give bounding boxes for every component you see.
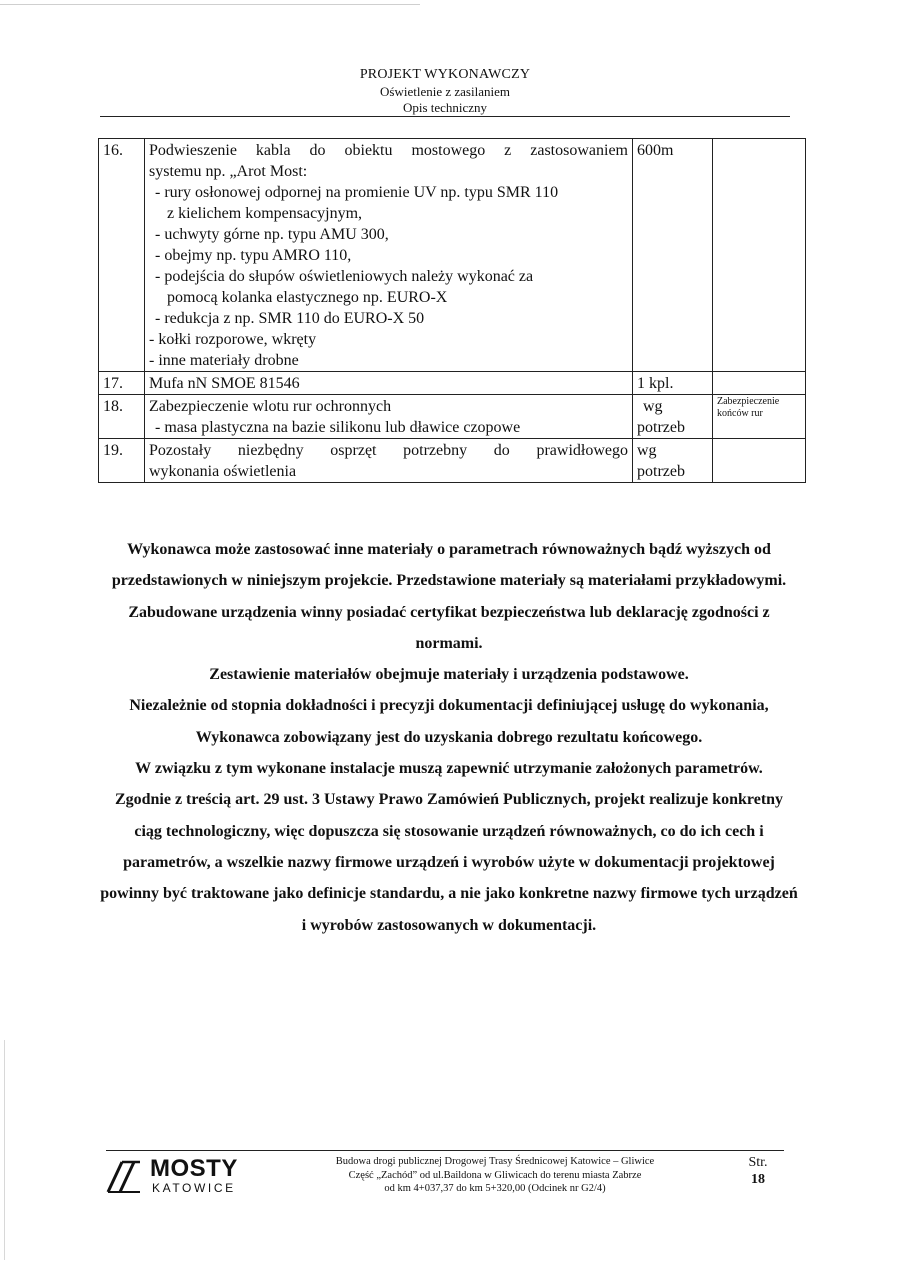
company-logo <box>106 1156 256 1196</box>
desc-line: Pozostały niezbędny osprzęt potrzebny do prawidłowego <box>149 442 628 459</box>
desc-line: systemu np. „Arot Most: <box>149 163 308 180</box>
remark-paragraph: Niezależnie od stopnia dokładności i precyzji dokumentacji definiującej usługę do wykonania, Wykonawca zobowiązany jest do uzyskania dobrego rezultatu końcowego. <box>129 697 769 746</box>
desc-line: - obejmy np. typu AMRO 110, <box>155 247 352 264</box>
row-number: 18. <box>99 395 145 439</box>
desc-line: - podejścia do słupów oświetleniowych należy wykonać za <box>155 268 534 285</box>
row-number: 16. <box>99 139 145 372</box>
row-description <box>145 395 633 439</box>
desc-line: - kołki rozporowe, wkręty <box>149 331 317 348</box>
row-quantity: 1 kpl. <box>633 372 713 395</box>
header-subtitle: Oświetlenie z zasilaniem <box>380 84 510 99</box>
remark-paragraph: Zestawienie materiałów obejmuje materiały i urządzenia podstawowe. <box>209 666 689 684</box>
qty-line: potrzeb <box>637 463 685 480</box>
header-project-title: PROJEKT WYKONAWCZY <box>359 67 531 82</box>
table-row <box>99 395 806 439</box>
row-note <box>713 372 806 395</box>
qty-line: wg <box>643 398 663 415</box>
page-number: 18 <box>751 1172 765 1187</box>
remark-paragraph: Zgodnie z treścią art. 29 ust. 3 Ustawy Prawo Zamówień Publicznych, projekt realizuje konkretny ciąg technologiczny, więc dopuszcza się stosowanie urządzeń równoważnych, co do ich cech i parametrów, a wszelkie nazwy firmowe urządzeń i wyrobów użyte w dokumentacji projektowej powinny być traktowane jako definicje standardu, a nie jako konkretne nazwy firmowe tych urządzeń i wyrobów zastosowanych w dokumentacji. <box>100 791 798 934</box>
desc-line: - masa plastyczna na bazie silikonu lub dławice czopowe <box>155 419 521 436</box>
page-label: Str. <box>748 1155 768 1170</box>
qty-line: wg <box>637 442 657 459</box>
header-divider <box>100 116 790 117</box>
footer-line: Budowa drogi publicznej Drogowej Trasy Średnicowej Katowice – Gliwice <box>335 1156 655 1167</box>
logo-title: MOSTY <box>150 1155 238 1182</box>
row-number: 17. <box>99 372 145 395</box>
scan-margin-line <box>4 1040 5 1260</box>
desc-line: - uchwyty górne np. typu AMU 300, <box>155 226 389 243</box>
scan-artifact-line <box>0 4 420 5</box>
table-row <box>99 139 806 372</box>
desc-line: - inne materiały drobne <box>149 352 299 369</box>
row-description <box>145 372 633 395</box>
row-note <box>713 139 806 372</box>
row-quantity <box>633 439 713 483</box>
logo-subtitle: KATOWICE <box>152 1181 236 1195</box>
desc-line: - rury osłonowej odpornej na promienie UV np. typu SMR 110 <box>155 184 559 201</box>
desc-line: - redukcja z np. SMR 110 do EURO-X 50 <box>155 310 425 327</box>
qty-line: potrzeb <box>637 419 685 436</box>
desc-line: wykonania oświetlenia <box>149 463 297 480</box>
row-description <box>145 439 633 483</box>
mosty-logo-icon <box>106 1158 142 1194</box>
row-note: Zabezpieczenie końców rur <box>713 395 806 439</box>
desc-line: Zabezpieczenie wlotu rur ochronnych <box>149 398 392 415</box>
table-row <box>99 439 806 483</box>
header-section: Opis techniczny <box>402 100 488 115</box>
materials-table <box>98 138 806 483</box>
row-description <box>145 139 633 372</box>
document-header <box>100 66 790 116</box>
remark-paragraph: W związku z tym wykonane instalacje muszą zapewnić utrzymanie założonych parametrów. <box>135 760 763 778</box>
desc-line: Mufa nN SMOE 81546 <box>149 375 300 392</box>
footer-divider <box>106 1150 784 1151</box>
desc-line: pomocą kolanka elastycznego np. EURO-X <box>167 289 448 306</box>
footer-line: Część „Zachód” od ul.Baildona w Gliwicach do terenu miasta Zabrze <box>348 1169 642 1181</box>
footer-line: od km 4+037,37 do km 5+320,00 (Odcinek nr G2/4) <box>384 1183 606 1194</box>
remark-paragraph: Wykonawca może zastosować inne materiały o parametrach równoważnych bądź wyższych od przedstawionych w niniejszym projekcie. Przedstawione materiały są materiałami przykładowymi. <box>111 541 787 590</box>
table-row <box>99 372 806 395</box>
row-quantity <box>633 395 713 439</box>
page-number-block <box>736 1154 780 1188</box>
footer-project-description <box>300 1155 690 1196</box>
row-number: 19. <box>99 439 145 483</box>
remark-paragraph: Zabudowane urządzenia winny posiadać certyfikat bezpieczeństwa lub deklarację zgodności z normami. <box>128 603 770 652</box>
row-quantity: 600m <box>633 139 713 372</box>
desc-line: Podwieszenie kabla do obiektu mostowego z zastosowaniem <box>149 142 628 159</box>
row-note <box>713 439 806 483</box>
desc-line: z kielichem kompensacyjnym, <box>167 205 363 222</box>
remarks-section <box>100 534 798 941</box>
